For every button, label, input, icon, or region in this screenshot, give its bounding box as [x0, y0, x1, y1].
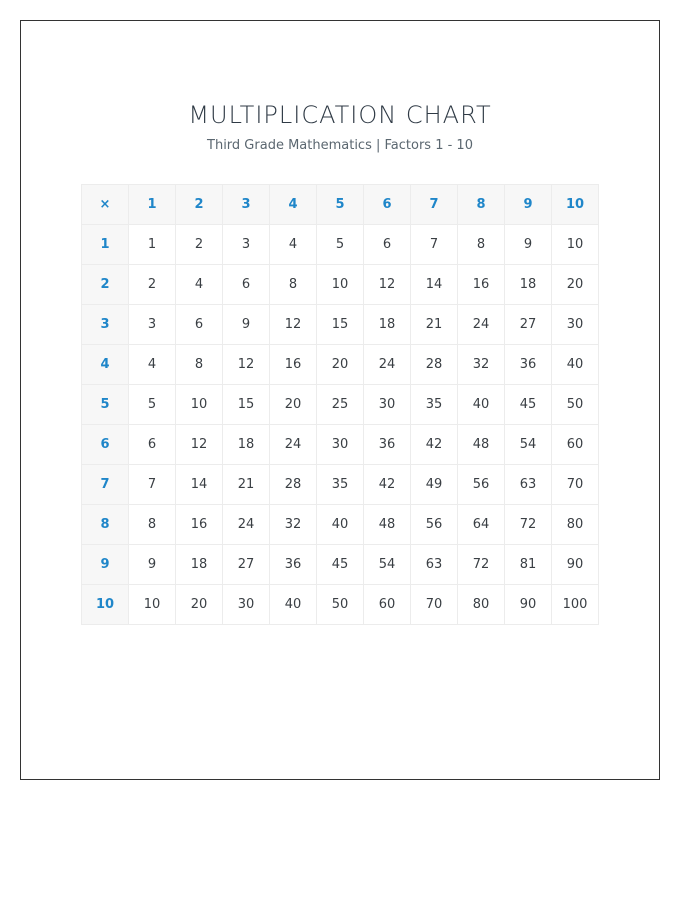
- page-subtitle: Third Grade Mathematics | Factors 1 - 10: [207, 138, 473, 153]
- product-cell: 45: [505, 385, 552, 425]
- product-cell: 42: [364, 465, 411, 505]
- page-title: MULTIPLICATION CHART: [188, 101, 492, 129]
- row-header: 3: [82, 305, 129, 345]
- product-cell: 28: [270, 465, 317, 505]
- product-cell: 70: [411, 585, 458, 625]
- product-cell: 12: [364, 265, 411, 305]
- product-cell: 10: [176, 385, 223, 425]
- product-cell: 2: [129, 265, 176, 305]
- table-row: [82, 265, 599, 305]
- product-cell: 9: [129, 545, 176, 585]
- product-cell: 4: [270, 225, 317, 265]
- product-cell: 24: [364, 345, 411, 385]
- product-cell: 54: [364, 545, 411, 585]
- product-cell: 14: [411, 265, 458, 305]
- product-cell: 35: [317, 465, 364, 505]
- table-row: [82, 585, 599, 625]
- product-cell: 36: [505, 345, 552, 385]
- product-cell: 5: [129, 385, 176, 425]
- product-cell: 4: [129, 345, 176, 385]
- product-cell: 4: [176, 265, 223, 305]
- product-cell: 14: [176, 465, 223, 505]
- product-cell: 8: [176, 345, 223, 385]
- product-cell: 12: [223, 345, 270, 385]
- table-row: [82, 425, 599, 465]
- product-cell: 1: [129, 225, 176, 265]
- row-header: 10: [82, 585, 129, 625]
- product-cell: 24: [458, 305, 505, 345]
- product-cell: 35: [411, 385, 458, 425]
- product-cell: 20: [176, 585, 223, 625]
- product-cell: 36: [270, 545, 317, 585]
- product-cell: 72: [505, 505, 552, 545]
- table-row: [82, 225, 599, 265]
- product-cell: 15: [223, 385, 270, 425]
- column-header: 10: [552, 185, 599, 225]
- product-cell: 6: [223, 265, 270, 305]
- column-header: 8: [458, 185, 505, 225]
- table-row: [82, 305, 599, 345]
- column-header: 3: [223, 185, 270, 225]
- product-cell: 3: [129, 305, 176, 345]
- product-cell: 100: [552, 585, 599, 625]
- product-cell: 56: [458, 465, 505, 505]
- column-header: 2: [176, 185, 223, 225]
- product-cell: 90: [505, 585, 552, 625]
- product-cell: 8: [458, 225, 505, 265]
- product-cell: 64: [458, 505, 505, 545]
- product-cell: 32: [270, 505, 317, 545]
- product-cell: 30: [317, 425, 364, 465]
- product-cell: 8: [270, 265, 317, 305]
- product-cell: 18: [223, 425, 270, 465]
- column-header: 6: [364, 185, 411, 225]
- table-header-row: [82, 185, 599, 225]
- product-cell: 50: [552, 385, 599, 425]
- product-cell: 10: [129, 585, 176, 625]
- corner-times-symbol: ×: [82, 185, 129, 225]
- product-cell: 40: [552, 345, 599, 385]
- product-cell: 10: [552, 225, 599, 265]
- product-cell: 6: [129, 425, 176, 465]
- column-header: 1: [129, 185, 176, 225]
- product-cell: 16: [458, 265, 505, 305]
- product-cell: 48: [458, 425, 505, 465]
- product-cell: 2: [176, 225, 223, 265]
- row-header: 1: [82, 225, 129, 265]
- product-cell: 21: [411, 305, 458, 345]
- column-header: 7: [411, 185, 458, 225]
- product-cell: 12: [270, 305, 317, 345]
- product-cell: 60: [364, 585, 411, 625]
- product-cell: 7: [411, 225, 458, 265]
- table-row: [82, 505, 599, 545]
- product-cell: 16: [176, 505, 223, 545]
- row-header: 9: [82, 545, 129, 585]
- product-cell: 8: [129, 505, 176, 545]
- product-cell: 49: [411, 465, 458, 505]
- product-cell: 54: [505, 425, 552, 465]
- table-row: [82, 465, 599, 505]
- product-cell: 18: [364, 305, 411, 345]
- product-cell: 32: [458, 345, 505, 385]
- product-cell: 81: [505, 545, 552, 585]
- multiplication-table: [81, 184, 599, 625]
- row-header: 8: [82, 505, 129, 545]
- product-cell: 10: [317, 265, 364, 305]
- product-cell: 40: [458, 385, 505, 425]
- product-cell: 20: [270, 385, 317, 425]
- product-cell: 21: [223, 465, 270, 505]
- row-header: 7: [82, 465, 129, 505]
- row-header: 5: [82, 385, 129, 425]
- table-row: [82, 545, 599, 585]
- product-cell: 56: [411, 505, 458, 545]
- product-cell: 5: [317, 225, 364, 265]
- table-row: [82, 385, 599, 425]
- row-header: 2: [82, 265, 129, 305]
- product-cell: 7: [129, 465, 176, 505]
- product-cell: 42: [411, 425, 458, 465]
- product-cell: 20: [317, 345, 364, 385]
- row-header: 6: [82, 425, 129, 465]
- product-cell: 80: [552, 505, 599, 545]
- product-cell: 30: [223, 585, 270, 625]
- product-cell: 50: [317, 585, 364, 625]
- row-header: 4: [82, 345, 129, 385]
- product-cell: 6: [176, 305, 223, 345]
- product-cell: 63: [505, 465, 552, 505]
- product-cell: 45: [317, 545, 364, 585]
- product-cell: 80: [458, 585, 505, 625]
- product-cell: 40: [317, 505, 364, 545]
- column-header: 4: [270, 185, 317, 225]
- product-cell: 3: [223, 225, 270, 265]
- product-cell: 25: [317, 385, 364, 425]
- product-cell: 6: [364, 225, 411, 265]
- product-cell: 40: [270, 585, 317, 625]
- product-cell: 20: [552, 265, 599, 305]
- product-cell: 9: [505, 225, 552, 265]
- product-cell: 60: [552, 425, 599, 465]
- product-cell: 28: [411, 345, 458, 385]
- product-cell: 16: [270, 345, 317, 385]
- product-cell: 48: [364, 505, 411, 545]
- product-cell: 15: [317, 305, 364, 345]
- product-cell: 72: [458, 545, 505, 585]
- column-header: 5: [317, 185, 364, 225]
- product-cell: 27: [505, 305, 552, 345]
- product-cell: 63: [411, 545, 458, 585]
- chart-page: [20, 20, 660, 780]
- product-cell: 36: [364, 425, 411, 465]
- product-cell: 18: [505, 265, 552, 305]
- product-cell: 12: [176, 425, 223, 465]
- product-cell: 18: [176, 545, 223, 585]
- product-cell: 24: [270, 425, 317, 465]
- column-header: 9: [505, 185, 552, 225]
- product-cell: 27: [223, 545, 270, 585]
- table-row: [82, 345, 599, 385]
- product-cell: 70: [552, 465, 599, 505]
- product-cell: 9: [223, 305, 270, 345]
- product-cell: 30: [552, 305, 599, 345]
- product-cell: 30: [364, 385, 411, 425]
- product-cell: 90: [552, 545, 599, 585]
- product-cell: 24: [223, 505, 270, 545]
